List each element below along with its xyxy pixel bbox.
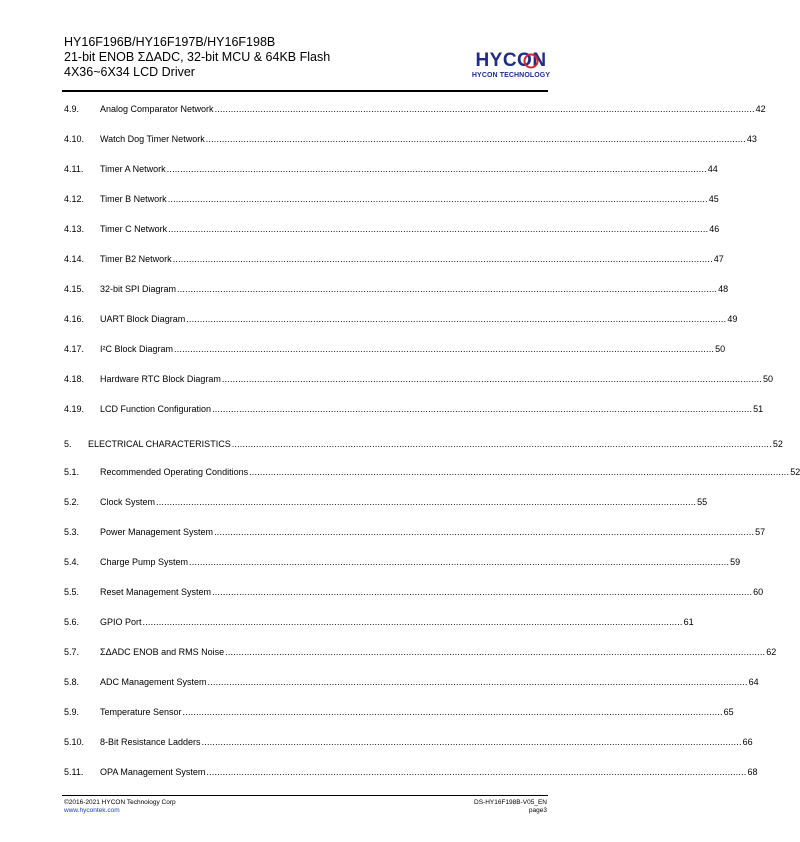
toc-entry-page: 61 <box>683 617 694 627</box>
toc-entry-title: I²C Block Diagram <box>100 344 174 354</box>
toc-entry[interactable] <box>64 616 694 628</box>
toc-entry-title: OPA Management System <box>100 767 206 777</box>
toc-entry-page: 51 <box>753 404 764 414</box>
toc-entry-title: ADC Management System <box>100 677 207 687</box>
toc-entry-title: Clock System <box>100 497 156 507</box>
toc-entry-page: 46 <box>709 224 720 234</box>
toc-entry-number: 4.17. <box>64 344 85 354</box>
toc-entry-page: 57 <box>755 527 766 537</box>
page-number: page3 <box>528 807 547 814</box>
toc-leader-dots: ........................................................................................................................................................................................................ <box>167 194 708 204</box>
toc-entry[interactable] <box>64 373 773 385</box>
toc-entry-number: 4.18. <box>64 374 85 384</box>
toc-entry[interactable] <box>64 438 783 450</box>
title-line: 4X36~6X34 LCD Driver <box>64 65 195 79</box>
toc-entry-page: 60 <box>753 587 764 597</box>
toc-entry-page: 49 <box>727 314 738 324</box>
document-id: DS-HY16F198B-V05_EN <box>474 799 547 806</box>
toc-entry[interactable] <box>64 496 708 508</box>
toc-entry[interactable] <box>64 646 777 658</box>
toc-entry[interactable] <box>64 676 759 688</box>
toc-entry[interactable] <box>64 736 753 748</box>
toc-entry-page: 64 <box>748 677 759 687</box>
title-line: 21-bit ENOB ΣΔADC, 32-bit MCU & 64KB Flash <box>64 50 331 64</box>
toc-leader-dots: ........................................................................................................................................................................................................ <box>172 254 713 264</box>
toc-leader-dots: ........................................................................................................................................................................................................ <box>214 104 755 114</box>
toc-leader-dots: ........................................................................................................................................................................................................ <box>156 497 697 507</box>
footer-divider <box>62 795 548 796</box>
toc-entry[interactable] <box>64 163 718 175</box>
footer-right <box>474 799 547 815</box>
toc-leader-dots: ........................................................................................................................................................................................................ <box>166 164 707 174</box>
toc-entry[interactable] <box>64 343 726 355</box>
copyright-text: ©2016-2021 HYCON Technology Corp <box>64 799 176 806</box>
toc-entry-number: 4.9. <box>64 104 80 114</box>
toc-entry-title: Temperature Sensor <box>100 707 182 717</box>
toc-entry-page: 50 <box>762 374 773 384</box>
toc-entry-page: 59 <box>730 557 741 567</box>
toc-entry[interactable] <box>64 223 720 235</box>
toc-entry[interactable] <box>64 313 738 325</box>
toc-leader-dots: ........................................................................................................................................................................................................ <box>225 647 766 657</box>
toc-entry-number: 5.3. <box>64 527 80 537</box>
title-line: HY16F196B/HY16F197B/HY16F198B <box>64 35 276 49</box>
toc-entry-title: ΣΔADC ENOB and RMS Noise <box>100 647 225 657</box>
logo-subtext: HYCON TECHNOLOGY <box>471 72 551 79</box>
toc-leader-dots: ........................................................................................................................................................................................................ <box>142 617 683 627</box>
toc-entry-number: 4.14. <box>64 254 85 264</box>
toc-leader-dots: ........................................................................................................................................................................................................ <box>168 224 709 234</box>
toc-entry-number: 5.7. <box>64 647 80 657</box>
toc-entry-number: 4.19. <box>64 404 85 414</box>
toc-entry-number: 5.11. <box>64 767 84 777</box>
toc-entry[interactable] <box>64 403 764 415</box>
toc-entry[interactable] <box>64 586 764 598</box>
toc-entry-title: GPIO Port <box>100 617 142 627</box>
toc-entry[interactable] <box>64 133 757 145</box>
toc-entry[interactable] <box>64 526 766 538</box>
toc-entry-page: 52 <box>772 439 783 449</box>
toc-leader-dots: ........................................................................................................................................................................................................ <box>207 677 748 687</box>
toc-entry-title: Timer C Network <box>100 224 168 234</box>
toc-leader-dots: ........................................................................................................................................................................................................ <box>221 374 762 384</box>
toc-entry-number: 5.8. <box>64 677 80 687</box>
toc-entry-number: 5.10. <box>64 737 85 747</box>
toc-entry-number: 5.2. <box>64 497 80 507</box>
toc-entry-number: 5.6. <box>64 617 80 627</box>
footer-left <box>64 799 176 815</box>
toc-leader-dots: ........................................................................................................................................................................................................ <box>212 404 753 414</box>
toc-entry-number: 5.5. <box>64 587 80 597</box>
toc-entry-title: 32-bit SPI Diagram <box>100 284 177 294</box>
toc-leader-dots: ........................................................................................................................................................................................................ <box>212 587 753 597</box>
toc-entry-page: 62 <box>766 647 777 657</box>
toc-entry-title: Hardware RTC Block Diagram <box>100 374 221 384</box>
toc-entry[interactable] <box>64 466 800 478</box>
toc-entry[interactable] <box>64 193 719 205</box>
toc-leader-dots: ........................................................................................................................................................................................................ <box>205 134 746 144</box>
toc-entry-number: 4.11. <box>64 164 84 174</box>
toc-entry[interactable] <box>64 706 734 718</box>
toc-leader-dots: ........................................................................................................................................................................................................ <box>206 767 747 777</box>
toc-entry-title: Reset Management System <box>100 587 212 597</box>
toc-entry-title: Power Management System <box>100 527 214 537</box>
toc-leader-dots: ........................................................................................................................................................................................................ <box>177 284 718 294</box>
toc-entry-number: 4.15. <box>64 284 85 294</box>
toc-entry-page: 45 <box>708 194 719 204</box>
toc-entry-page: 50 <box>715 344 726 354</box>
toc-entry-page: 68 <box>747 767 758 777</box>
toc-entry-page: 42 <box>755 104 766 114</box>
toc-entry-number: 4.10. <box>64 134 85 144</box>
toc-entry-title: Timer B2 Network <box>100 254 172 264</box>
toc-entry-page: 66 <box>742 737 753 747</box>
toc-entry-number: 4.13. <box>64 224 85 234</box>
toc-entry-title: Recommended Operating Conditions <box>100 467 249 477</box>
toc-entry-page: 48 <box>718 284 729 294</box>
toc-entry-page: 47 <box>713 254 724 264</box>
toc-leader-dots: ........................................................................................................................................................................................................ <box>214 527 755 537</box>
toc-entry-number: 5.1. <box>64 467 80 477</box>
toc-entry-number: 4.12. <box>64 194 85 204</box>
toc-entry-title: Watch Dog Timer Network <box>100 134 205 144</box>
toc-leader-dots: ........................................................................................................................................................................................................ <box>189 557 730 567</box>
toc-leader-dots: ........................................................................................................................................................................................................ <box>231 439 772 449</box>
toc-leader-dots: ........................................................................................................................................................................................................ <box>182 707 723 717</box>
toc-entry-number: 5. <box>64 439 72 449</box>
toc-leader-dots: ........................................................................................................................................................................................................ <box>249 467 790 477</box>
logo-wordmark: HYCON <box>475 50 547 71</box>
toc-entry-title: 8-Bit Resistance Ladders <box>100 737 201 747</box>
toc-entry-page: 65 <box>723 707 734 717</box>
toc-entry-title: Charge Pump System <box>100 557 189 567</box>
toc-entry-number: 5.4. <box>64 557 80 567</box>
toc-entry[interactable] <box>64 766 758 778</box>
website-link[interactable]: www.hycontek.com <box>64 807 120 814</box>
toc-leader-dots: ........................................................................................................................................................................................................ <box>201 737 742 747</box>
toc-entry-page: 44 <box>707 164 718 174</box>
toc-entry-title: Analog Comparator Network <box>100 104 214 114</box>
toc-leader-dots: ........................................................................................................................................................................................................ <box>186 314 727 324</box>
toc-entry[interactable] <box>64 253 724 265</box>
toc-entry-page: 52 <box>790 467 800 477</box>
toc-entry-title: LCD Function Configuration <box>100 404 212 414</box>
toc-entry-title: UART Block Diagram <box>100 314 186 324</box>
toc-entry-title: Timer A Network <box>100 164 166 174</box>
toc-entry[interactable] <box>64 283 729 295</box>
toc-entry-page: 55 <box>697 497 708 507</box>
toc-entry-number: 5.9. <box>64 707 80 717</box>
toc-entry[interactable] <box>64 556 741 568</box>
toc-entry-page: 43 <box>746 134 757 144</box>
toc-entry-number: 4.16. <box>64 314 85 324</box>
toc-entry[interactable] <box>64 103 766 115</box>
toc-entry-title: Timer B Network <box>100 194 167 204</box>
toc-entry-title: ELECTRICAL CHARACTERISTICS <box>88 439 231 449</box>
toc-leader-dots: ........................................................................................................................................................................................................ <box>174 344 715 354</box>
